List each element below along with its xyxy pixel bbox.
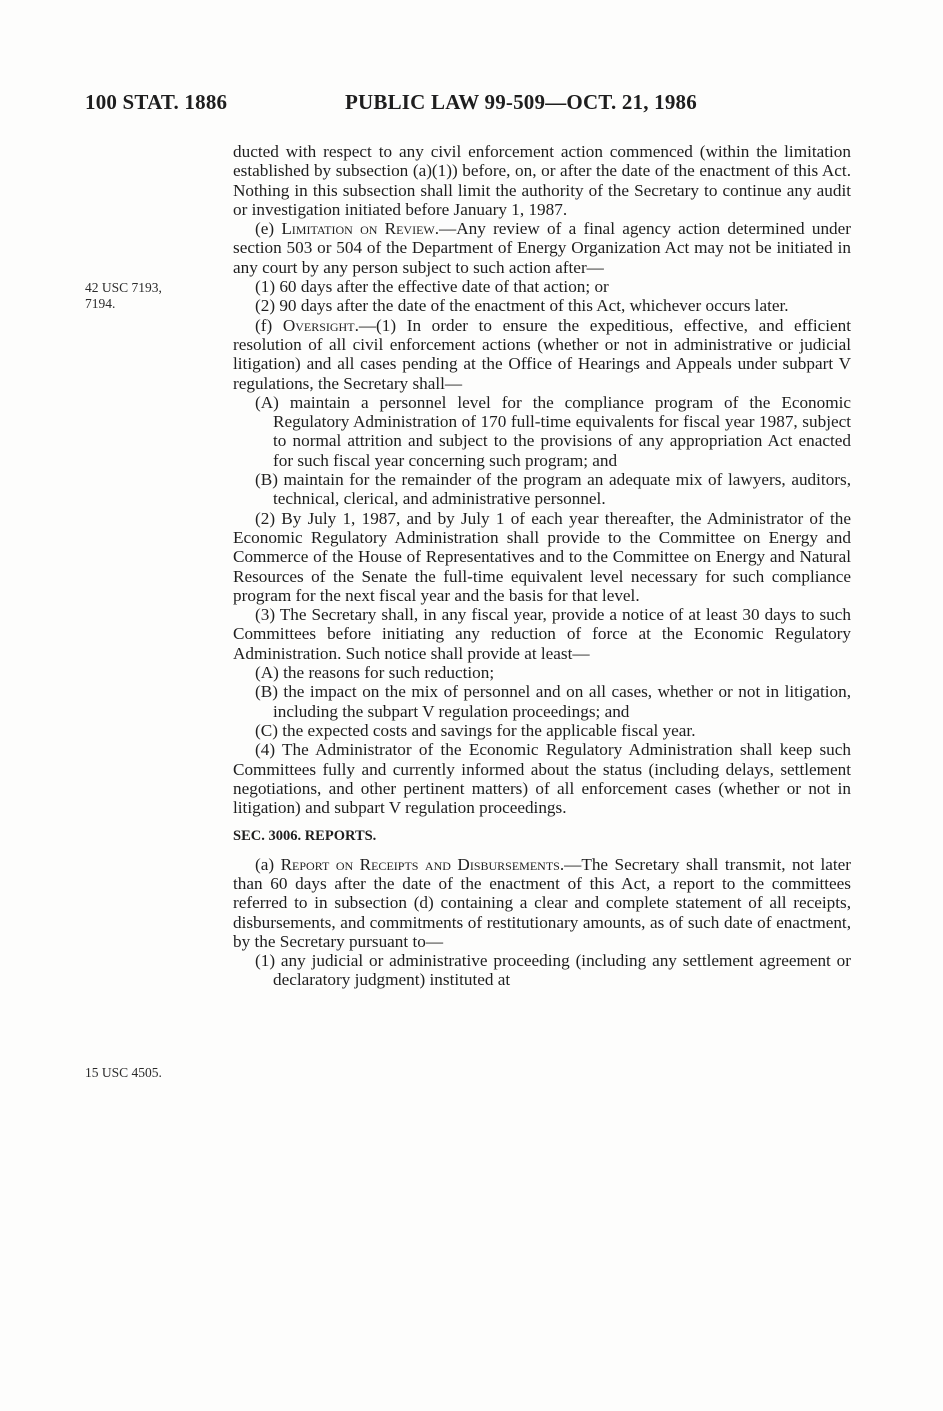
subsection-e (233, 219, 851, 277)
subsection-e-text: .—Any review of a final agency action determined under section 503 or 504 of the Department of Energy Organization Act may not be initiated in any court by any person subject to such action after— (233, 219, 851, 277)
subsection-f-text: .—(1) In order to ensure the expeditious, effective, and efficient resolution of all civil enforcement actions (whether or not in administrative or judicial litigation) and all cases pending at the Office of Hearings and Appeals under subpart V regulations, the Secretary shall— (233, 315, 852, 393)
law-title: PUBLIC LAW 99-509—OCT. 21, 1986 (345, 90, 697, 114)
stat-reference: 100 STAT. 1886 (85, 90, 228, 114)
paragraph-f3C: (C) the expected costs and savings for the applicable fiscal year. (255, 720, 696, 740)
page-header (85, 90, 855, 122)
paragraph-f1B: (B) maintain for the remainder of the program an adequate mix of lawyers, auditors, technical, clerical, and administrative personnel. (255, 470, 851, 509)
subsection-f-heading: Oversight (282, 315, 355, 335)
paragraph-f2: (2) By July 1, 1987, and by July 1 of each year thereafter, the Administrator of the Economic Regulatory Administration shall provide to the Committee on Energy and Commerce of the House of Representatives and to the Committee on Energy and Natural Resources of the Senate the full-time equivalent level necessary for such compliance program for the next fiscal year and the basis for that level. (233, 508, 851, 605)
paragraph-e2: (2) 90 days after the date of the enactment of this Act, whichever occurs later. (255, 296, 789, 316)
subsection-a (233, 855, 851, 951)
paragraph-f3A: (A) the reasons for such reduction; (255, 663, 495, 683)
margin-note-usc-4505: 15 USC 4505. (85, 1065, 162, 1080)
subsection-e-heading: Limitation on Review (281, 219, 435, 239)
subsection-a-text: .—The Secretary shall transmit, not later than 60 days after the date of the enactment of this Act, a report to the committees referred to in subsection (d) containing a clear and complete statement of all receipts, disbursements, and commitments of restitutionary amounts, as of such date of enactment, by the Secretary pursuant to— (233, 854, 851, 951)
paragraph-f4: (4) The Administrator of the Economic Regulatory Administration shall keep such Committees fully and currently informed about the status (including delays, settlement negotiations, and other pertinent matters) of all enforcement cases (whether or not in litigation) and subpart V regulation proceedings. (233, 740, 851, 818)
paragraph-a1: (1) any judicial or administrative proceeding (including any settlement agreement or declaratory judgment) instituted at (255, 951, 851, 990)
paragraph-f3B: (B) the impact on the mix of personnel and on all cases, whether or not in litigation, including the subpart V regulation proceedings; and (255, 682, 851, 721)
paragraph-f3: (3) The Secretary shall, in any fiscal year, provide a notice of at least 30 days to such Committees before initiating any reduction of force at the Economic Regulatory Administration. Such notice shall provide at least— (233, 605, 851, 663)
subsection-e-lead: (e) (255, 219, 282, 239)
paragraph-continuation: ducted with respect to any civil enforcement action commenced (within the limitation established by subsection (a)(1)) before, on, or after the date of the enactment of this Act. Nothing in this subsection shall limit the authority of the Secretary to continue any audit or investigation initiated before January 1, 1987. (233, 142, 851, 219)
statute-text (233, 142, 851, 990)
paragraph-f1A: (A) maintain a personnel level for the compliance program of the Economic Regulatory Administration of 170 full-time equivalents for fiscal year 1987, subject to normal attrition and subject to the provisions of any appropriation Act enacted for such fiscal year concerning such program; and (255, 392, 851, 470)
paragraph-e1: (1) 60 days after the effective date of that action; or (255, 277, 609, 297)
margin-note-usc-7193: 42 USC 7193, 7194. (85, 280, 162, 311)
subsection-f-lead: (f) (255, 315, 283, 335)
subsection-a-lead: (a) (255, 854, 281, 874)
section-heading: SEC. 3006. REPORTS. (233, 828, 377, 845)
subsection-a-heading: Report on Receipts and Disbursements (280, 854, 560, 874)
subsection-f (233, 316, 851, 393)
